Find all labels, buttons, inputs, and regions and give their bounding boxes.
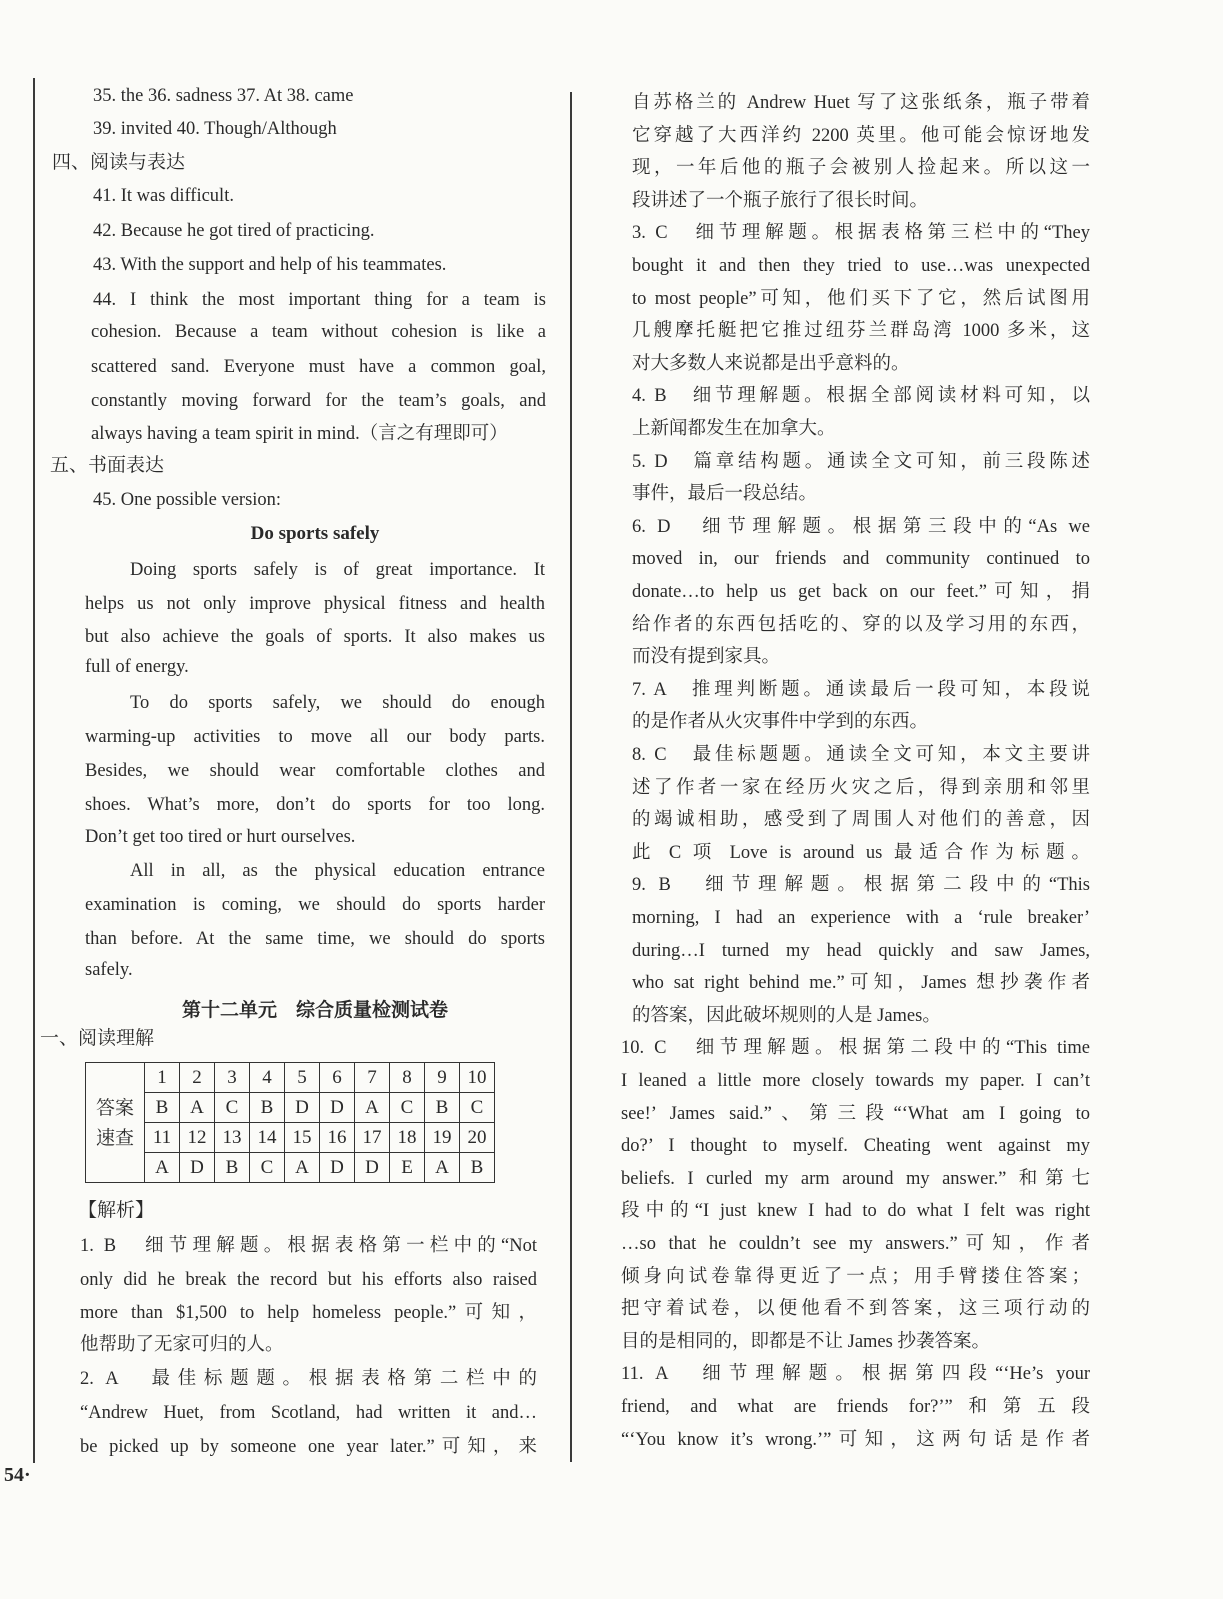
analysis-line: 把守着试卷，以便他看不到答案，这三项行动的 [621,1299,1090,1320]
analysis-line: 自苏格兰的 Andrew Huet 写了这张纸条，瓶子带着 [632,93,1090,113]
answer-cell: B [460,1153,495,1183]
analysis-line: 上新闻都发生在加拿大。 [632,419,836,439]
answer-line: 42. Because he got tired of practicing. [93,221,375,241]
analysis-line: 他帮助了无家可归的人。 [80,1335,284,1355]
answer-line: 35. the 36. sadness 37. At 38. came [93,86,354,106]
section-heading: 五、书面表达 [50,454,165,476]
question-number-cell: 6 [320,1063,355,1093]
analysis-line: moved in, our friends and community continued to [632,549,1090,570]
answer-cell: E [390,1153,425,1183]
analysis-line: 的竭诚相助，感受到了周围人对他们的善意，因 [632,810,1090,831]
analysis-line: see!’ James said.”、第三段“‘What am I going to [621,1103,1090,1124]
analysis-line: 6. D 细节理解题。根据第三段中的“As we [632,516,1090,537]
analysis-line: 的是作者从火灾事件中学到的东西。 [632,712,929,733]
answer-cell: B [250,1093,285,1123]
analysis-line: friend, and what are friends for?’”和第五段 [621,1397,1090,1417]
analysis-line: …so that he couldn’t see my answers.”可知，作者 [621,1234,1090,1254]
question-number-cell: 10 [460,1063,495,1093]
answer-line: always having a team spirit in mind.（言之有理即可） [91,424,508,444]
analysis-line: be picked up by someone one year later.”可知，来 [80,1437,537,1457]
answer-line: 44. I think the most important thing for a team is [93,290,546,310]
answer-line: constantly moving forward for the team’s goals, and [91,391,546,411]
answer-cell: A [355,1093,390,1123]
answer-cell: D [180,1153,215,1183]
question-number-cell: 4 [250,1063,285,1093]
essay-line: Doing sports safely is of great importance. It [130,560,545,580]
analysis-line: 的答案，因此破坏规则的人是 James。 [632,1005,941,1026]
question-number-cell: 17 [355,1123,390,1153]
question-number-cell: 12 [180,1123,215,1153]
answer-cell: C [460,1093,495,1123]
essay-line: To do sports safely, we should do enough [130,693,545,713]
answer-line: 39. invited 40. Though/Although [93,119,337,139]
essay-line: Don’t get too tired or hurt ourselves. [85,827,356,847]
answer-cell: D [320,1153,355,1183]
analysis-line: 它穿越了大西洋约 2200 英里。他可能会惊讶地发 [632,125,1090,146]
unit-title: 第十二单元 综合质量检测试卷 [181,999,448,1021]
analysis-line: 几艘摩托艇把它推过纽芬兰群岛湾 1000 多米，这 [632,321,1090,342]
question-number-cell: 5 [285,1063,320,1093]
answer-line: 45. One possible version: [93,490,282,510]
analysis-line: only did he break the record but his efforts also raised [80,1270,537,1290]
analysis-line: “Andrew Huet, from Scotland, had written it and… [80,1403,537,1423]
essay-line: Besides, we should wear comfortable clothes and [85,761,545,781]
label-text: 速查 [95,1126,134,1149]
analysis-line: “‘You know it’s wrong.’”可知，这两句话是作者 [621,1429,1090,1450]
question-number-cell: 19 [425,1123,460,1153]
analysis-line: 对大多数人来说都是出乎意料的。 [632,353,910,374]
analysis-line: during…I turned my head quickly and saw James, [632,940,1090,961]
answer-table [85,1062,495,1183]
answer-cell: C [390,1093,425,1123]
column-divider [570,92,572,1462]
essay-line: full of energy. [85,657,189,677]
answer-cell: A [285,1153,320,1183]
analysis-heading: 【解析】 [78,1199,155,1221]
answer-table-row [86,1063,495,1093]
answer-table-row [86,1123,495,1153]
question-number-cell: 15 [285,1123,320,1153]
analysis-line: 倾身向试卷靠得更近了一点；用手臂搂住答案； [621,1266,1090,1287]
essay-line: shoes. What’s more, don’t do sports for too long. [85,795,545,815]
answer-cell: B [425,1093,460,1123]
analysis-line: 5. D 篇章结构题。通读全文可知，前三段陈述 [632,451,1090,472]
analysis-line: who sat right behind me.”可知，James 想抄袭作者 [632,973,1090,994]
question-number-cell: 1 [145,1063,180,1093]
answer-line: 43. With the support and help of his teammates. [93,255,447,275]
analysis-line: 段讲述了一个瓶子旅行了很长时间。 [632,190,929,211]
answer-table-row [86,1093,495,1123]
essay-line: but also achieve the goals of sports. It also makes us [85,627,545,647]
essay-line: warming-up activities to move all our body parts. [85,727,545,747]
answer-cell: C [250,1153,285,1183]
analysis-line: 事件，最后一段总结。 [632,484,818,505]
essay-line: safely. [85,960,133,980]
analysis-line: 3. C 细节理解题。根据表格第三栏中的“They [632,223,1090,244]
answer-line: cohesion. Because a team without cohesion is like a [91,322,546,342]
analysis-line: I leaned a little more closely towards my paper. I can’t [621,1071,1090,1091]
analysis-line: 1. B 细节理解题。根据表格第一栏中的“Not [80,1236,537,1256]
section-heading: 一、阅读理解 [40,1027,155,1049]
analysis-line: donate…to help us get back on our feet.”可知，捐 [632,582,1090,602]
analysis-line: 现，一年后他的瓶子会被别人捡起来。所以这一 [632,158,1090,179]
answer-cell: D [285,1093,320,1123]
answer-line: scattered sand. Everyone must have a common goal, [91,357,546,377]
page-number: 54· [4,1464,31,1486]
answer-cell: A [425,1153,460,1183]
essay-line: All in all, as the physical education entrance [130,861,545,881]
question-number-cell: 9 [425,1063,460,1093]
analysis-line: 段中的“I just knew I had to do what I felt was right [621,1201,1090,1222]
analysis-line: do?’ I thought to myself. Cheating went against my [621,1136,1090,1157]
label-text: 答案 [95,1096,134,1119]
analysis-line: bought it and then they tried to use…was unexpected [632,256,1090,276]
analysis-line: 此 C 项 Love is around us 最适合作为标题。 [632,842,1090,863]
analysis-line: 4. B 细节理解题。根据全部阅读材料可知，以 [632,386,1090,407]
essay-line: examination is coming, we should do sports harder [85,895,545,915]
answer-cell: A [145,1153,180,1183]
question-number-cell: 2 [180,1063,215,1093]
question-number-cell: 16 [320,1123,355,1153]
answer-cell: A [180,1093,215,1123]
question-number-cell: 20 [460,1123,495,1153]
question-number-cell: 11 [145,1123,180,1153]
section-heading: 四、阅读与表达 [52,151,186,173]
answer-cell: B [145,1093,180,1123]
analysis-line: 7. A 推理判断题。通读最后一段可知，本段说 [632,679,1090,700]
analysis-line: 10. C 细节理解题。根据第二段中的“This time [621,1038,1090,1059]
left-margin-rule [33,78,35,1463]
question-number-cell: 8 [390,1063,425,1093]
analysis-line: 8. C 最佳标题题。通读全文可知，本文主要讲 [632,745,1090,765]
analysis-line: more than $1,500 to help homeless people.”可知， [80,1303,537,1323]
question-number-cell: 18 [390,1123,425,1153]
question-number-cell: 13 [215,1123,250,1153]
analysis-line: beliefs. I curled my arm around my answer.” 和第七 [621,1168,1090,1189]
answer-cell: D [355,1153,390,1183]
answer-cell: C [215,1093,250,1123]
analysis-line: 给作者的东西包括吃的、穿的以及学习用的东西， [632,614,1090,635]
essay-line: than before. At the same time, we should do sports [85,929,545,949]
essay-line: helps us not only improve physical fitness and health [85,594,545,614]
answer-line: 41. It was difficult. [93,186,234,206]
essay-title: Do sports safely [250,523,380,544]
analysis-line: 11. A 细节理解题。根据第四段“‘He’s your [621,1364,1090,1385]
answer-table-label [86,1063,145,1183]
analysis-line: 目的是相同的，即都是不让 James 抄袭答案。 [621,1331,990,1352]
answer-cell: D [320,1093,355,1123]
analysis-line: to most people”可知，他们买下了它，然后试图用 [632,288,1090,309]
analysis-line: 9. B 细节理解题。根据第二段中的“This [632,875,1090,896]
answer-cell: B [215,1153,250,1183]
answer-table-row [86,1153,495,1183]
question-number-cell: 7 [355,1063,390,1093]
question-number-cell: 3 [215,1063,250,1093]
analysis-line: morning, I had an experience with a ‘rule breaker’ [632,908,1090,928]
analysis-line: 述了作者一家在经历火灾之后，得到亲朋和邻里 [632,777,1090,798]
question-number-cell: 14 [250,1123,285,1153]
analysis-line: 而没有提到家具。 [632,647,781,668]
analysis-line: 2. A 最佳标题题。根据表格第二栏中的 [80,1369,537,1389]
